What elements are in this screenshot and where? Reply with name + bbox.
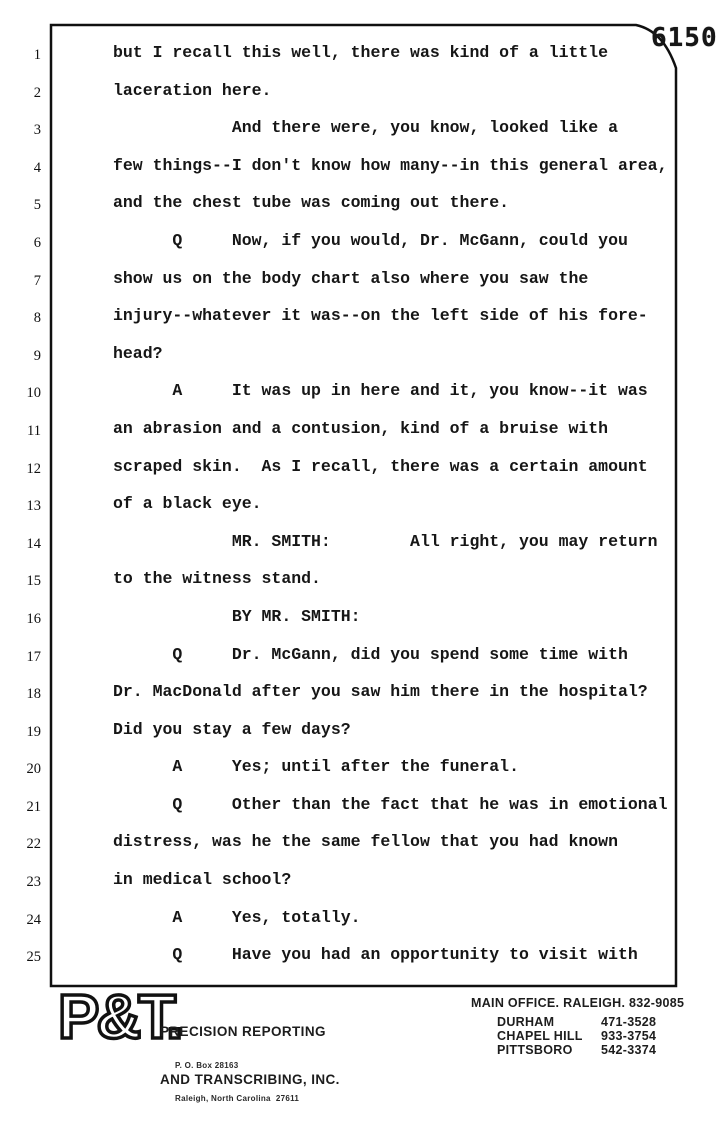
transcript-line-row [0, 193, 720, 231]
transcript-line-text: laceration here. [113, 80, 272, 100]
transcript-line-text: but I recall this well, there was kind of a little [113, 43, 609, 62]
transcript-line-text: to the witness stand. [113, 569, 321, 589]
line-number: 9 [33, 347, 41, 364]
transcript-body [0, 43, 720, 983]
line-number: 3 [33, 122, 41, 139]
transcript-line-row [0, 720, 720, 758]
line-number: 1 [33, 47, 41, 63]
line-number: 8 [33, 310, 41, 327]
transcript-line-text: Q Have you had an opportunity to visit with [113, 945, 638, 965]
transcript-line-row [0, 231, 720, 269]
transcript-line-row [0, 43, 720, 81]
branch-office-row [497, 1043, 684, 1057]
transcript-line-row [0, 419, 720, 457]
branch-office-city: PITTSBORO [497, 1043, 573, 1057]
transcript-line-text: MR. SMITH: All right, you may return [113, 531, 658, 551]
company-name-line1: PRECISION REPORTING [160, 1024, 326, 1039]
line-number: 22 [26, 836, 41, 853]
transcript-line-text: Q Now, if you would, Dr. McGann, could you [113, 230, 628, 250]
transcript-line-text: BY MR. SMITH: [113, 606, 361, 626]
branch-office-city: DURHAM [497, 1015, 555, 1029]
line-number: 2 [33, 84, 41, 101]
transcript-line-row [0, 457, 720, 495]
page-number-stamp: 6150 [651, 23, 718, 53]
line-number: 21 [26, 798, 41, 815]
address-line2: Raleigh, North Carolina 27611 [175, 1094, 300, 1103]
transcript-line-row [0, 945, 720, 983]
line-number: 12 [26, 460, 41, 477]
transcript-line-row [0, 381, 720, 419]
branch-office-phone: 933-3754 [601, 1029, 657, 1043]
transcript-line-row [0, 645, 720, 683]
transcript-line-text: A Yes, totally. [113, 907, 361, 927]
transcript-line-text: head? [113, 343, 163, 363]
line-number: 18 [26, 686, 41, 703]
transcript-line-text: few things--I don't know how many--in this general area, [113, 155, 668, 175]
line-number: 17 [26, 648, 41, 665]
line-number: 25 [26, 949, 41, 966]
company-name-line2: AND TRANSCRIBING, INC. [160, 1072, 340, 1087]
line-number: 20 [26, 761, 41, 778]
transcript-line-text: Q Dr. McGann, did you spend some time with [113, 644, 628, 664]
transcript-line-row [0, 795, 720, 833]
transcript-line-row [0, 269, 720, 307]
transcript-line-text: an abrasion and a contusion, kind of a bruise with [113, 418, 609, 438]
transcript-line-row [0, 908, 720, 946]
line-number: 5 [33, 197, 41, 214]
line-number: 19 [26, 723, 41, 740]
branch-office-phone: 542-3374 [601, 1043, 657, 1057]
office-phone-list [471, 996, 684, 1057]
line-number: 15 [26, 573, 41, 590]
main-office-line: MAIN OFFICE. RALEIGH. 832-9085 [471, 996, 685, 1010]
branch-office-row [497, 1029, 684, 1043]
transcript-line-row [0, 344, 720, 382]
transcript-line-text: distress, was he the same fellow that you had known [113, 832, 618, 852]
transcript-line-row [0, 569, 720, 607]
transcript-line-text: A Yes; until after the funeral. [113, 757, 519, 777]
transcript-line-row [0, 156, 720, 194]
transcript-line-row [0, 494, 720, 532]
transcript-line-text: Dr. MacDonald after you saw him there in the hospital? [113, 682, 648, 702]
transcript-line-row [0, 757, 720, 795]
line-number: 4 [33, 159, 41, 176]
transcript-line-row [0, 870, 720, 908]
transcript-line-row [0, 118, 720, 156]
company-logo: P&T. [58, 983, 181, 1052]
transcript-line-text: A It was up in here and it, you know--it was [113, 381, 648, 401]
line-number: 11 [27, 422, 41, 439]
transcript-line-text: injury--whatever it was--on the left side of his fore- [113, 306, 648, 326]
branch-office-table [497, 1015, 684, 1057]
line-number: 7 [33, 272, 41, 289]
transcript-line-text: and the chest tube was coming out there. [113, 193, 510, 213]
transcript-line-row [0, 306, 720, 344]
line-number: 13 [26, 498, 41, 515]
footer [0, 983, 720, 1103]
branch-office-city: CHAPEL HILL [497, 1029, 583, 1043]
line-number: 10 [26, 385, 41, 402]
transcript-line-text: Q Other than the fact that he was in emotional [113, 794, 668, 814]
transcript-line-row [0, 682, 720, 720]
transcript-line-text: Did you stay a few days? [113, 719, 351, 739]
address-line1: P. O. Box 28163 [175, 1061, 239, 1070]
transcript-line-text: in medical school? [113, 870, 292, 890]
transcript-line-row [0, 81, 720, 119]
line-number: 23 [26, 874, 41, 891]
line-number: 6 [33, 234, 41, 251]
transcript-line-row [0, 532, 720, 570]
line-number: 24 [26, 911, 41, 928]
company-address [175, 1038, 299, 1126]
branch-office-row [497, 1015, 684, 1029]
branch-office-phone: 471-3528 [601, 1015, 657, 1029]
transcript-line-text: And there were, you know, looked like a [113, 118, 618, 138]
transcript-line-text: show us on the body chart also where you saw the [113, 268, 589, 288]
transcript-line-text: of a black eye. [113, 494, 262, 514]
line-number: 16 [26, 610, 41, 627]
transcript-line-row [0, 832, 720, 870]
transcript-line-row [0, 607, 720, 645]
transcript-line-text: scraped skin. As I recall, there was a certain amount [113, 456, 648, 476]
line-number: 14 [26, 535, 41, 552]
